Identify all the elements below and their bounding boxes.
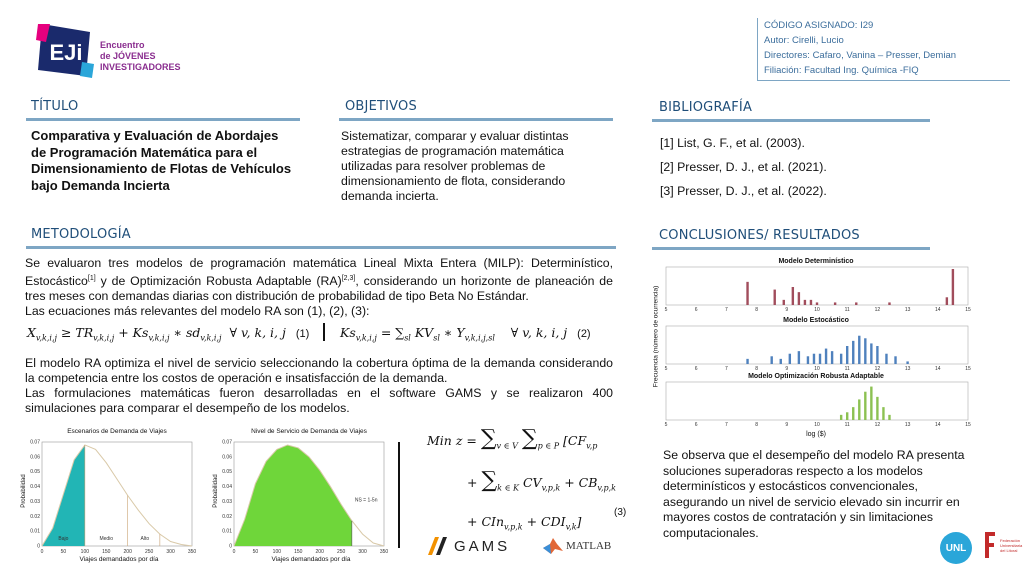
y-tick-label: 0.02 [222,513,232,520]
matlab-label: MATLAB [566,540,612,552]
x-tick-label: 0 [232,549,236,555]
hist-x-tick: 15 [965,366,971,372]
y-tick-label: 0.07 [30,439,40,446]
citation-2-3: [2,3] [341,275,356,282]
titulo-rule [26,118,300,121]
chart-escenarios-title: Escenarios de Demanda de Viajes [67,428,167,435]
hist-x-tick: 14 [935,366,941,372]
equation-3 [427,422,616,545]
hist-bar [906,361,908,364]
hist-bar [746,359,748,364]
titulo-header: TÍTULO [31,99,79,114]
conclusiones-header: CONCLUSIONES/ RESULTADOS [659,228,860,243]
conclusiones-rule [652,247,930,250]
hist-bar [834,302,836,305]
logo-line1: Encuentro [100,40,145,50]
chart-nivel-servicio-plot [206,428,392,566]
chart-nivel-servicio-ylabel: Probabilidad [213,474,219,508]
hist-x-tick: 6 [694,366,698,372]
hist-bar [746,282,748,305]
y-tick-label: 0.04 [222,484,232,491]
objetivos-rule [339,118,613,121]
gams-icon [428,537,450,555]
hist-x-tick: 11 [844,366,850,372]
metodologia-p1b: y de Optimización Robusta Adaptable (RA) [95,274,342,289]
hist-x-tick: 10 [814,366,820,372]
hist-bar [798,292,800,305]
hist-bar [792,287,794,305]
chart-escenarios-ylabel: Probabilidad [21,474,27,508]
y-tick-label: 0 [37,543,40,550]
y-tick-label: 0.01 [30,528,40,535]
hist-bar [894,356,896,364]
hist-bar [840,415,842,420]
hist-frame [666,267,968,305]
x-tick-label: 300 [166,549,175,555]
citation-1: [1] [87,275,96,282]
metodologia-paragraph-2 [25,356,613,416]
y-tick-label: 0.05 [30,469,40,476]
logo-line2: de JÓVENES [100,51,156,61]
hist-bar [846,412,848,420]
equation-1 [27,325,309,343]
equation-3-line1: Min $z = \sum_{v \in V}$ $\sum_{p \in P}$ [$CF_{v,p}$ [427,426,598,451]
hist-bar [888,415,890,420]
x-tick-label: 100 [80,549,90,555]
y-tick-label: 0.04 [30,484,40,491]
bibliografia-header: BIBLIOGRAFÍA [659,100,753,115]
svg-text:EJi: EJi [49,40,83,65]
y-tick-label: 0.06 [222,454,232,461]
hist-x-tick: 10 [814,307,820,313]
y-tick-label: 0.07 [222,439,232,446]
metodologia-p3: Las formulaciones matemáticas fueron desarrolladas en el software GAMS y se realizaron 400 simulaciones para comparar el desempeño de los modelos. [25,386,613,415]
objetivos-header: OBJETIVOS [345,99,417,114]
equation-1-body: $X_{v,k,i,j} \ge TR_{v,k,i,j} + Ks_{v,k,i,j}$ ∗ $sd_{v,k,i,j}$ ∀ v, k, i, j [27,325,286,343]
hist-bar [831,351,833,364]
hist-x-tick: 5 [664,307,668,313]
hist-frame [666,326,968,364]
metodologia-p1a: Se evaluaron tres modelos de programación matemática Lineal Mixta Entera (MILP): Determinístico, Estocástico [25,256,613,289]
hist-x-tick: 12 [874,422,881,428]
hist-title-robusta: Modelo Optimización Robusta Adaptable [748,373,884,380]
x-tick-label: 200 [123,549,132,555]
hist-x-tick: 7 [725,422,728,428]
objetivos-text: Sistematizar, comparar y evaluar distintas estrategias de programación matemática utilizadas para resolver problemas de dimensionamiento de flota, considerando demanda incierta. [341,129,569,203]
equation-3-line3: + $CIn_{v,p,k} + CDI_{v,k}$] [467,514,582,532]
x-tick-label: 50 [60,549,67,555]
service-level-label: NS = 1-5n [354,497,378,504]
hist-x-tick: 7 [725,366,728,372]
eji-logo-icon [36,22,96,78]
x-tick-label: 150 [102,549,111,555]
region-label: Bajo [58,536,69,543]
hist-bar [780,359,782,364]
hist-x-tick: 5 [664,366,668,372]
hist-bar [864,338,866,364]
metodologia-p1d: Las ecuaciones más relevantes del modelo RA son (1), (2), (3): [25,304,370,319]
y-tick-label: 0.03 [30,498,40,505]
y-tick-label: 0 [229,543,232,550]
hist-bar [885,354,887,364]
hist-bar [807,356,809,364]
results-histograms [646,255,976,443]
equation-divider [398,442,400,548]
hist-bar [846,346,848,364]
metodologia-rule [26,246,616,249]
hist-x-tick: 9 [785,307,789,313]
metodologia-paragraph-1 [25,256,613,319]
matlab-icon [543,538,563,554]
y-tick-label: 0.06 [30,454,40,461]
fuf-logo [982,530,1022,560]
metodologia-p2: El modelo RA optimiza el nivel de servicio seleccionando la cobertura óptima de la demanda considerando la competencia entre los costos de operación e insatisfacción de la demanda. [25,356,613,385]
hist-bar [888,302,890,305]
hist-x-tick: 5 [664,422,668,428]
equation-3-number: (3) [614,507,627,518]
x-tick-label: 250 [336,549,346,555]
equation-3-line2: + $\sum_{k \in K}$ $CV_{v,p,k} + CB_{v,p,k}$ [467,467,617,493]
hist-bar [882,407,884,420]
hist-title-deterministico: Modelo Determinístico [778,258,854,265]
poster-title: Comparativa y Evaluación de Abordajes de Programación Matemática para el Dimensionamiento de Flotas de Vehículos bajo Demanda Incierta [31,128,292,193]
hist-bar [774,290,776,305]
unl-logo [940,532,972,564]
hist-bar [798,351,800,364]
hist-x-tick: 7 [725,307,728,313]
hist-x-tick: 8 [755,307,758,313]
x-tick-label: 350 [187,549,197,555]
hist-bar [852,341,854,364]
hist-bar [813,354,815,364]
x-tick-label: 150 [294,549,303,555]
hist-bar [852,407,854,420]
hist-bar [870,387,872,420]
bibliografia-rule [652,119,930,122]
x-tick-label: 0 [40,549,44,555]
hist-x-tick: 8 [755,422,758,428]
hist-frame [666,382,968,420]
x-tick-label: 50 [252,549,259,555]
hist-x-tick: 10 [814,422,820,428]
hist-bar [876,397,878,420]
hist-x-tick: 9 [785,422,789,428]
y-tick-label: 0.03 [222,498,232,505]
directors: Directores: Cafaro, Vanina – Presser, Demian [764,50,957,61]
hist-x-tick: 14 [935,422,941,428]
hist-bar [858,336,860,364]
hist-bar [952,269,954,305]
y-tick-label: 0.05 [222,469,232,476]
hist-x-tick: 13 [904,422,911,428]
hist-bar [946,297,948,305]
hist-x-tick: 11 [844,422,850,428]
region-label: Alto [140,536,150,543]
chart-escenarios [14,428,200,566]
equation-2-body: $Ks_{v,k,i,j} = \sum_{sl}$ $KV_{sl}$ ∗ $Y_{v,k,i,j,sl}$ ∀ v, k, i, j [340,325,568,343]
conclusiones-text: Se observa que el desempeño del modelo RA presenta soluciones superadoras respecto a los modelos determinísticos y estocásticos convencionales, asegurando un nivel de servicio elevado sin incurrir en mayores costos de contratación y sin limitaciones computacionales. [663,448,965,540]
bib-ref: [2] Presser, D. J., et al. (2021). [660,160,827,174]
chart-escenarios-plot [14,428,200,566]
hist-ylabel: Frecuencia (número de ocurrencia) [652,285,660,388]
y-tick-label: 0.01 [222,528,232,535]
hist-bar [825,349,827,364]
hist-bar [858,399,860,420]
x-tick-label: 250 [144,549,154,555]
hist-bar [783,300,785,305]
hist-bar [810,300,812,305]
x-tick-label: 350 [379,549,389,555]
chart-nivel-servicio [206,428,392,566]
bib-ref: [3] Presser, D. J., et al. (2022). [660,184,827,198]
hist-bar [771,356,773,364]
hist-x-tick: 6 [694,422,698,428]
hist-bar [840,354,842,364]
hist-bar [876,346,878,364]
hist-bar [804,300,806,305]
equation-2 [340,325,591,343]
info-box [757,18,1010,81]
hist-bar [855,302,857,305]
hist-plot [646,255,976,443]
gams-label: GAMS [454,537,511,555]
hist-x-tick: 6 [694,307,698,313]
hist-bar [864,392,866,420]
matlab-logo [543,538,611,554]
equation-1-number: (1) [295,328,310,340]
hist-x-tick: 15 [965,307,971,313]
hist-bar [789,354,791,364]
y-tick-label: 0.02 [30,513,40,520]
metodologia-header: METODOLOGÍA [31,227,131,242]
bibliografia-list [660,131,827,203]
fuf-caption: Federación Universitaria del Litoral [1000,537,1023,553]
hist-bar [819,354,821,364]
code-assigned: CÓDIGO ASIGNADO: I29 [764,20,874,31]
metodologia-p1c: , considerando un horizonte de planeación de tres meses con demandas diarias con distribución de probabilidad de tipo Beta No Estándar. [25,274,613,304]
hist-x-tick: 11 [844,307,850,313]
x-tick-label: 200 [315,549,324,555]
x-tick-label: 300 [358,549,367,555]
hist-x-tick: 13 [904,366,911,372]
unl-label: UNL [945,542,967,554]
logo-line3: INVESTIGADORES [100,62,181,72]
chart-nivel-servicio-title: Nivel de Servicio de Demanda de Viajes [251,428,367,435]
hist-x-tick: 12 [874,307,881,313]
equation-separator [323,323,325,341]
hist-title-estocastico: Modelo Estocástico [783,317,849,324]
region-label: Medio [99,536,114,543]
gams-logo [428,537,510,555]
hist-x-tick: 8 [755,366,758,372]
bib-ref: [1] List, G. F., et al. (2003). [660,136,805,150]
hist-x-tick: 14 [935,307,941,313]
equation-2-number: (2) [577,328,591,340]
hist-x-tick: 15 [965,422,971,428]
hist-x-tick: 13 [904,307,911,313]
x-tick-label: 100 [272,549,282,555]
fuf-icon [982,530,998,560]
hist-bar [816,302,818,305]
affiliation: Filiación: Facultad Ing. Química -FIQ [764,65,919,76]
event-logo [36,22,196,82]
hist-bar [870,343,872,364]
chart-nivel-servicio-xlabel: Viajes demandados por día [271,556,351,563]
chart-escenarios-xlabel: Viajes demandados por día [79,556,159,563]
hist-x-tick: 12 [874,366,881,372]
hist-x-tick: 9 [785,366,789,372]
hist-xlabel: log ($) [806,431,826,438]
author: Autor: Cirelli, Lucio [764,35,844,46]
